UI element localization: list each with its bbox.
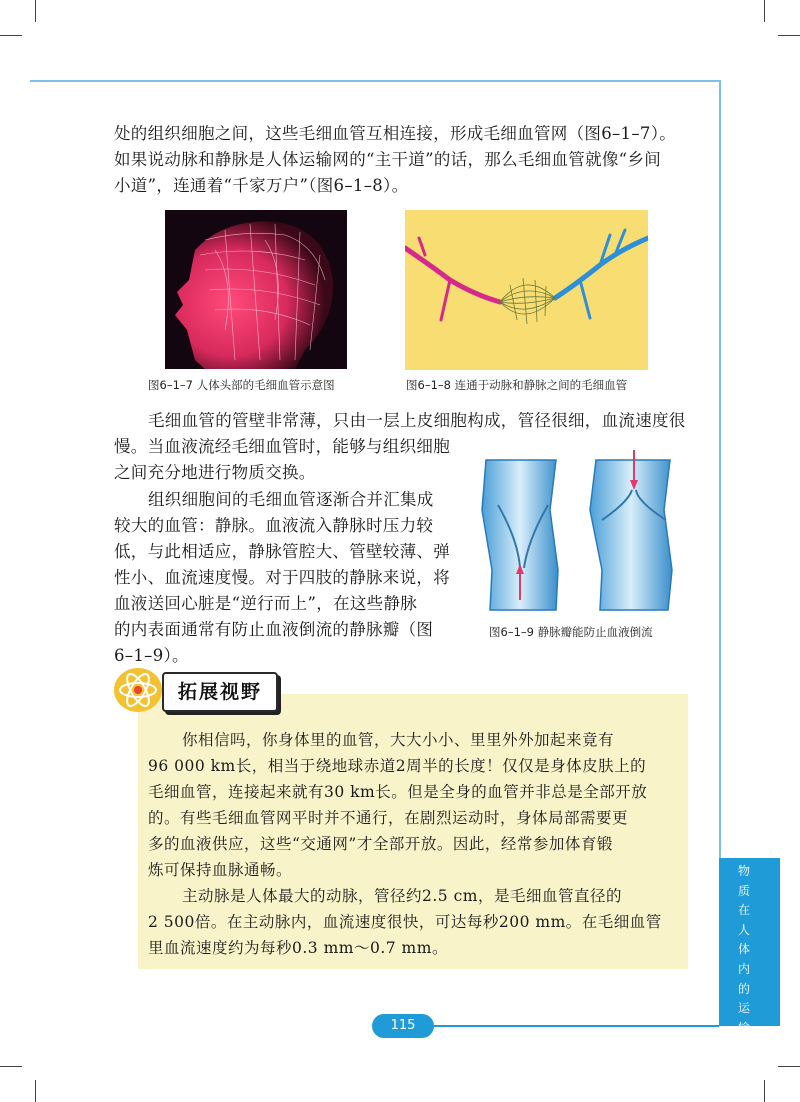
- figure-caption: 图6–1–8 连通于动脉和静脉之间的毛细血管: [406, 378, 628, 392]
- crop-mark: [0, 1066, 22, 1067]
- crop-mark: [778, 35, 800, 36]
- paragraph-line: 血液送回心脏是“逆行而上”，在这些静脉: [114, 594, 418, 613]
- paragraph-line: 毛细血管的管壁非常薄，只由一层上皮细胞构成，管径很细，血流速度很: [148, 411, 686, 430]
- extension-line: 主动脉是人体最大的动脉，管径约2.5 cm，是毛细血管直径的: [182, 887, 622, 905]
- crop-mark: [764, 0, 765, 22]
- chapter-side-title: 物 质 在 人 体 内 的 运 输: [737, 864, 750, 1035]
- figure-head-capillaries: [165, 210, 347, 369]
- extension-line: 多的血液供应，这些“交通网”才全部开放。因此，经常参加体育锻: [148, 835, 613, 853]
- crop-mark: [0, 35, 22, 36]
- extension-line: 你相信吗，你身体里的血管，大大小小、里里外外加起来竟有: [182, 731, 615, 749]
- extension-line: 的。有些毛细血管网平时并不通行，在剧烈运动时，身体局部需要更: [148, 809, 629, 827]
- paragraph-line: 较大的血管：静脉。血液流入静脉时压力较: [114, 516, 434, 535]
- extension-title: 拓展视野: [162, 672, 278, 712]
- vein-valve-illustration: [478, 450, 688, 615]
- figure-caption: 图6–1–7 人体头部的毛细血管示意图: [148, 378, 335, 392]
- figure-capillary-network: [405, 210, 648, 370]
- extension-line: 里血流速度约为每秒0.3 mm～0.7 mm。: [148, 939, 448, 957]
- margin-rule: [719, 80, 721, 858]
- intro-line: 如果说动脉和静脉是人体运输网的“主干道”的话，那么毛细血管就像“乡间: [114, 150, 662, 169]
- extension-line: 炼可保持血脉通畅。: [148, 861, 293, 879]
- capillary-network-illustration: [405, 210, 648, 370]
- paragraph-line: 6–1–9）。: [114, 646, 189, 665]
- paragraph-line: 性小、血流速度慢。对于四肢的静脉来说，将: [114, 568, 450, 587]
- intro-line: 处的组织细胞之间，这些毛细血管互相连接，形成毛细血管网（图6–1–7）。: [114, 124, 677, 143]
- paragraph-line: 的内表面通常有防止血液倒流的静脉瓣（图: [114, 620, 434, 639]
- crop-mark: [35, 1080, 36, 1102]
- head-capillary-illustration: [165, 210, 347, 369]
- paragraph-line: 慢。当血液流经毛细血管时，能够与组织细胞: [114, 437, 450, 456]
- paragraph-line: 组织细胞间的毛细血管逐渐合并汇集成: [148, 490, 434, 509]
- extension-line: 2 500倍。在主动脉内，血流速度很快，可达每秒200 mm。在毛细血管: [148, 913, 662, 931]
- extension-line: 毛细血管，连接起来就有30 km长。但是全身的血管并非总是全部开放: [148, 783, 648, 801]
- figure-vein-valves: [478, 450, 688, 615]
- figure-caption: 图6–1–9 静脉瓣能防止血液倒流: [489, 625, 653, 639]
- extension-line: 96 000 km长，相当于绕地球赤道2周半的长度！仅仅是身体皮肤上的: [148, 757, 647, 775]
- paragraph-line: 低，与此相适应，静脉管腔大、管壁较薄、弹: [114, 542, 450, 561]
- paragraph-line: 之间充分地进行物质交换。: [114, 463, 316, 482]
- page-number-rule: [434, 1025, 719, 1027]
- header-rule: [30, 80, 720, 82]
- intro-line: 小道”，连通着“千家万户”（图6–1–8）。: [114, 176, 409, 195]
- crop-mark: [778, 1066, 800, 1067]
- crop-mark: [764, 1080, 765, 1102]
- crop-mark: [35, 0, 36, 22]
- page-number: 115: [372, 1014, 434, 1038]
